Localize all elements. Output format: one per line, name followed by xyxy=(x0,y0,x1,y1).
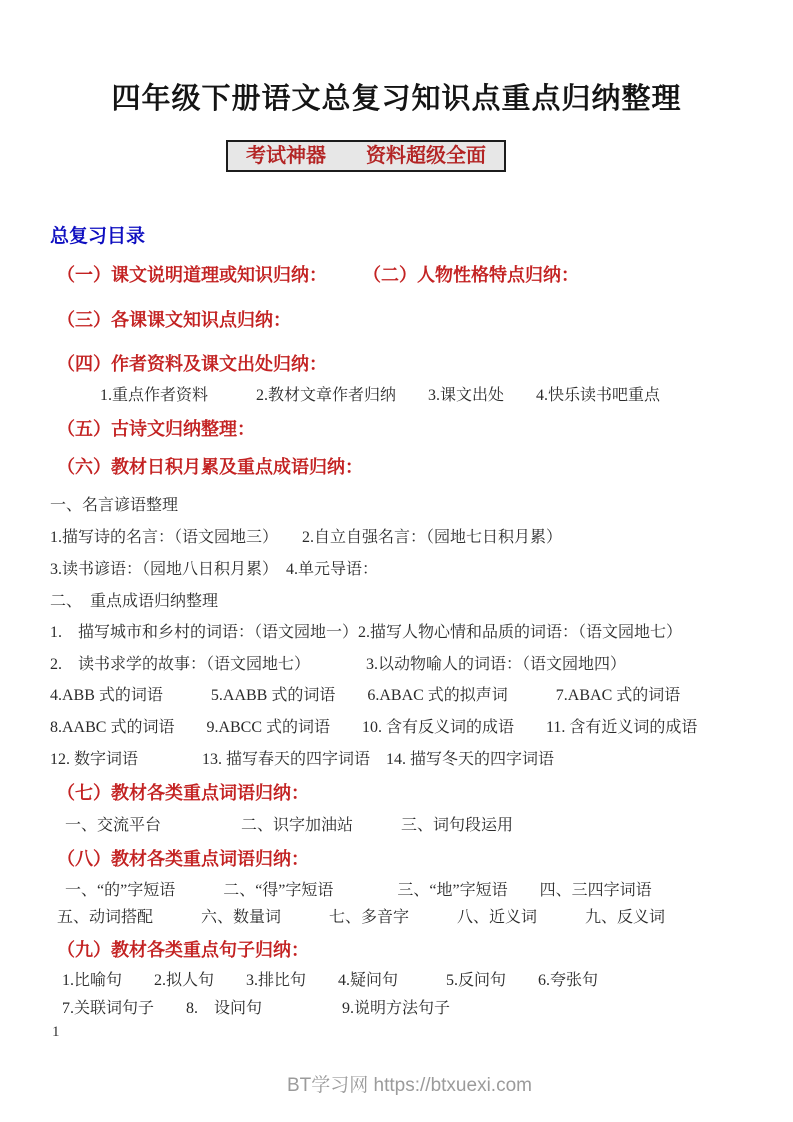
toc-item-idioms-heading: 二、 重点成语归纳整理 xyxy=(50,593,219,610)
toc-section-5: （五）古诗文归纳整理： xyxy=(57,419,255,439)
toc-item-idioms-4-7: 4.ABB 式的词语 5.AABB 式的词语 6.ABAC 式的拟声词 7.ABAC 式的词语 xyxy=(50,687,681,704)
toc-section-8: （八）教材各类重点词语归纳： xyxy=(57,849,309,869)
toc-item-idioms-12-14: 12. 数字词语 13. 描写春天的四字词语 14. 描写冬天的四字词语 xyxy=(50,751,555,768)
toc-section-9-subitems-row1: 1.比喻句 2.拟人句 3.排比句 4.疑问句 5.反问句 6.夸张句 xyxy=(62,972,599,989)
toc-item-idioms-1-2: 1. 描写城市和乡村的词语：（语文园地一）2.描写人物心情和品质的词语：（语文园地七） xyxy=(50,624,683,641)
banner-text: 考试神器 资料超级全面 xyxy=(246,145,486,167)
toc-section-4: （四）作者资料及课文出处归纳： xyxy=(57,354,327,374)
toc-section-7-subitems: 一、交流平台 二、识字加油站 三、词句段运用 xyxy=(65,817,514,834)
banner-box xyxy=(226,140,506,172)
toc-section-8-subitems-row1: 一、“的”字短语 二、“得”字短语 三、“地”字短语 四、三四字词语 xyxy=(65,882,652,899)
toc-section-3: （三）各课课文知识点归纳： xyxy=(57,310,291,330)
toc-item-idioms-8-11: 8.AABC 式的词语 9.ABCC 式的词语 10. 含有反义词的成语 11. 含有近义词的成语 xyxy=(50,719,698,736)
toc-section-6: （六）教材日积月累及重点成语归纳： xyxy=(57,457,363,477)
toc-section-9-subitems-row2: 7.关联词句子 8. 设问句 9.说明方法句子 xyxy=(62,1000,451,1017)
toc-item-idioms-2-3: 2. 读书求学的故事：（语文园地七） 3.以动物喻人的词语：（语文园地四） xyxy=(50,656,627,673)
toc-item-proverbs-heading: 一、名言谚语整理 xyxy=(50,497,179,514)
toc-section-7: （七）教材各类重点词语归纳： xyxy=(57,783,309,803)
toc-item-proverbs-3-4: 3.读书谚语：（园地八日积月累） 4.单元导语： xyxy=(50,561,379,578)
document-title: 四年级下册语文总复习知识点重点归纳整理 xyxy=(111,83,682,115)
page-number: 1 xyxy=(52,1024,60,1040)
toc-heading: 总复习目录 xyxy=(50,226,146,247)
toc-section-8-subitems-row2: 五、动词搭配 六、数量词 七、多音字 八、近义词 九、反义词 xyxy=(57,909,666,926)
toc-section-4-subitems: 1.重点作者资料 2.教材文章作者归纳 3.课文出处 4.快乐读书吧重点 xyxy=(100,387,661,404)
toc-section-1-2: （一）课文说明道理或知识归纳： （二）人物性格特点归纳： xyxy=(57,265,579,285)
toc-section-9: （九）教材各类重点句子归纳： xyxy=(57,940,309,960)
watermark-text: BT学习网 https://btxuexi.com xyxy=(287,1075,532,1096)
toc-item-proverbs-1-2: 1.描写诗的名言：（语文园地三） 2.自立自强名言：（园地七日积月累） xyxy=(50,529,563,546)
